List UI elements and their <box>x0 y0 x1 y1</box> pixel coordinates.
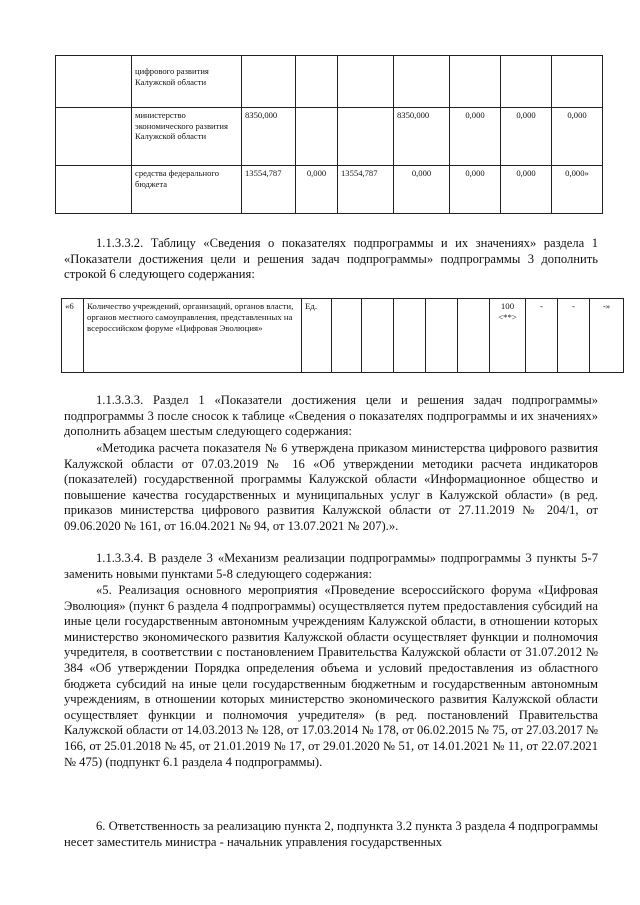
table-row <box>62 299 624 373</box>
table-cell: Ед. <box>302 299 332 373</box>
table-cell <box>552 56 603 108</box>
paragraph-1-1-3-3-3: 1.1.3.3.3. Раздел 1 «Показатели достижения цели и решения задач подпрограммы» подпрограммы 3 после сносок к таблице «Сведения о показателях подпрограммы и их значениях» дополнить абзацем шестым следующего содержания: <box>64 393 598 439</box>
table-cell <box>501 56 552 108</box>
table-cell <box>458 299 490 373</box>
table-cell <box>242 56 296 108</box>
table-cell: Количество учреждений, организаций, органов власти, органов местного самоуправления, представленных на всероссийском форуме «Цифровая Эволюция» <box>84 299 302 373</box>
table-cell <box>56 108 132 166</box>
table-cell <box>450 56 501 108</box>
table-row <box>56 166 603 214</box>
table-cell: 8350,000 <box>394 108 450 166</box>
table-cell: 0,000 <box>450 108 501 166</box>
paragraph-point-6: 6. Ответственность за реализацию пункта 2, подпункта 3.2 пункта 3 раздела 4 подпрограммы несет заместитель министра - начальник управления государственных <box>64 819 598 849</box>
table-cell <box>394 299 426 373</box>
indicator-table <box>61 298 624 373</box>
paragraph-1-1-3-3-4: 1.1.3.3.4. В разделе 3 «Механизм реализации подпрограммы» подпрограммы 3 пункты 5-7 заменить новыми пунктами 5-8 следующего содержания: <box>64 551 598 581</box>
table-cell: 0,000 <box>501 108 552 166</box>
table-cell: 0,000 <box>552 108 603 166</box>
table-cell: - <box>558 299 590 373</box>
paragraph-point-5: «5. Реализация основного мероприятия «Проведение всероссийского форума «Цифровая Эволюция» (пункт 6 раздела 4 подпрограммы) осуществляется путем предоставления субсидий на иные цели государственным автономным учреждениям Калужской области, в отношении которых министерство экономического развития Калужской области осуществляет функции и полномочия учредителя, в соответствии с постановлением Правительства Калужской области от 31.07.2012 № 384 «Об утверждении Порядка определения объема и условий предоставления из областного бюджета субсидий на иные цели государственным бюджетным и государственным автономным учреждениям, в отношении которых министерство экономического развития Калужской области осуществляет функции и полномочия учредителя» (в ред. постановлений Правительства Калужской области от 14.03.2013 № 128, от 17.03.2014 № 178, от 06.02.2015 № 75, от 27.03.2017 № 166, от 25.01.2018 № 45, от 21.01.2019 № 17, от 29.01.2020 № 51, от 14.01.2021 № 11, от 22.07.2021 № 475) (подпункт 6.1 раздела 4 подпрограммы). <box>64 583 598 769</box>
paragraph-methodology: «Методика расчета показателя № 6 утверждена приказом министерства цифрового развития Калужской области от 07.03.2019 № 16 «Об утверждении методики расчета индикаторов (показателей) государственной программы Калужской области «Информационное общество и повышение качества государственных и муниципальных услуг в Калужской области» (в ред. приказов министерства цифрового развития Калужской области от 27.11.2019 № 204/1, от 09.06.2020 № 161, от 16.04.2021 № 94, от 13.07.2021 № 207).». <box>64 441 598 533</box>
table-cell: «6 <box>62 299 84 373</box>
table-cell: 13554,787 <box>338 166 394 214</box>
table-cell: 8350,000 <box>242 108 296 166</box>
table-cell: 0,000 <box>450 166 501 214</box>
table-cell: средства федерального бюджета <box>132 166 242 214</box>
table-cell <box>394 56 450 108</box>
table-cell <box>56 56 132 108</box>
table-cell: - <box>526 299 558 373</box>
table-cell <box>338 56 394 108</box>
table-cell: -» <box>590 299 624 373</box>
table-cell: 0,000» <box>552 166 603 214</box>
table-cell <box>362 299 394 373</box>
table-cell: 13554,787 <box>242 166 296 214</box>
table-cell <box>296 56 338 108</box>
table-cell: цифрового развития Калужской области <box>132 56 242 108</box>
table-cell: 0,000 <box>394 166 450 214</box>
table-cell <box>296 108 338 166</box>
funding-table <box>55 55 603 214</box>
table-row <box>56 108 603 166</box>
table-cell: 100 <**> <box>490 299 526 373</box>
table-cell: 0,000 <box>501 166 552 214</box>
table-cell: 0,000 <box>296 166 338 214</box>
table-cell <box>338 108 394 166</box>
table-row <box>56 56 603 108</box>
table-cell <box>56 166 132 214</box>
paragraph-1-1-3-3-2: 1.1.3.3.2. Таблицу «Сведения о показателях подпрограммы и их значениях» раздела 1 «Показатели достижения цели и решения задач подпрограммы» подпрограммы 3 дополнить строкой 6 следующего содержания: <box>64 236 598 282</box>
table-cell: министерство экономического развития Калужской области <box>132 108 242 166</box>
table-cell <box>426 299 458 373</box>
table-cell <box>332 299 362 373</box>
